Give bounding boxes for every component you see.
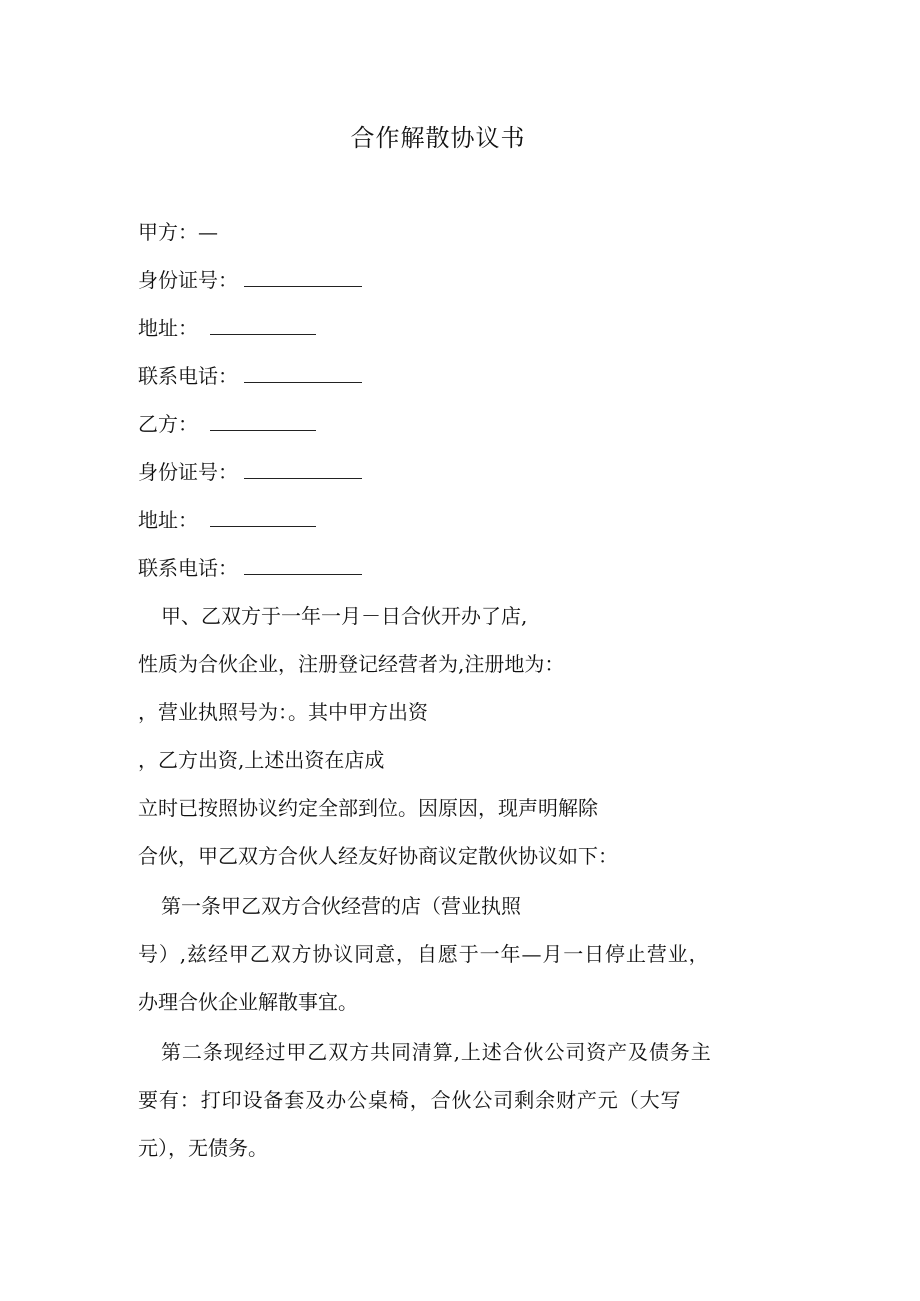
party-a-phone-blank: [244, 364, 362, 383]
party-b-address-line: [138, 505, 316, 535]
body-line-5: 立时已按照协议约定全部到位。因原因，现声明解除: [138, 796, 598, 820]
party-b-address-label: 地址：: [138, 508, 198, 532]
article-1-line-2: 号）,兹经甲乙双方协议同意，自愿于一年—月一日停止营业，: [138, 942, 710, 966]
party-b-address-blank: [210, 508, 316, 527]
party-a-label: 甲方：—: [138, 220, 218, 244]
party-a-address-label: 地址：: [138, 316, 198, 340]
article-1-line-3: 办理合伙企业解散事宜。: [138, 990, 358, 1014]
article-1-line-1: 第一条甲乙双方合伙经营的店（营业执照: [161, 894, 521, 918]
party-b-line: [138, 409, 316, 439]
party-b-id-line: [138, 457, 362, 487]
party-b-name-blank: [210, 412, 316, 431]
article-2-line-2: 要有：打印设备套及办公桌椅，合伙公司剩余财产元（大写: [138, 1088, 682, 1112]
document-title: 合作解散协议书: [350, 124, 526, 152]
party-a-phone-line: [138, 361, 362, 391]
body-line-1: 甲、乙双方于一年一月－日合伙开办了店,: [161, 604, 528, 628]
article-2-line-3: 元），无债务。: [138, 1136, 268, 1160]
party-b-phone-label: 联系电话：: [138, 556, 238, 580]
party-b-label: 乙方：: [138, 412, 198, 436]
party-a-phone-label: 联系电话：: [138, 364, 238, 388]
party-b-phone-line: [138, 553, 362, 583]
body-line-3: ，营业执照号为：。其中甲方出资: [138, 700, 428, 724]
party-a-address-blank: [210, 316, 316, 335]
party-b-id-blank: [244, 460, 362, 479]
party-a-id-label: 身份证号：: [138, 268, 238, 292]
party-a-address-line: [138, 313, 316, 343]
party-b-id-label: 身份证号：: [138, 460, 238, 484]
party-a-line: [138, 217, 218, 247]
body-line-2: 性质为合伙企业，注册登记经营者为,注册地为：: [138, 652, 565, 676]
party-a-id-line: [138, 265, 362, 295]
body-line-6: 合伙，甲乙双方合伙人经友好协商议定散伙协议如下：: [138, 844, 618, 868]
body-line-4: ，乙方出资,上述出资在店成: [138, 748, 385, 772]
article-2-line-1: 第二条现经过甲乙双方共同清算,上述合伙公司资产及债务主: [161, 1040, 712, 1064]
party-b-phone-blank: [244, 556, 362, 575]
party-a-id-blank: [244, 268, 362, 287]
